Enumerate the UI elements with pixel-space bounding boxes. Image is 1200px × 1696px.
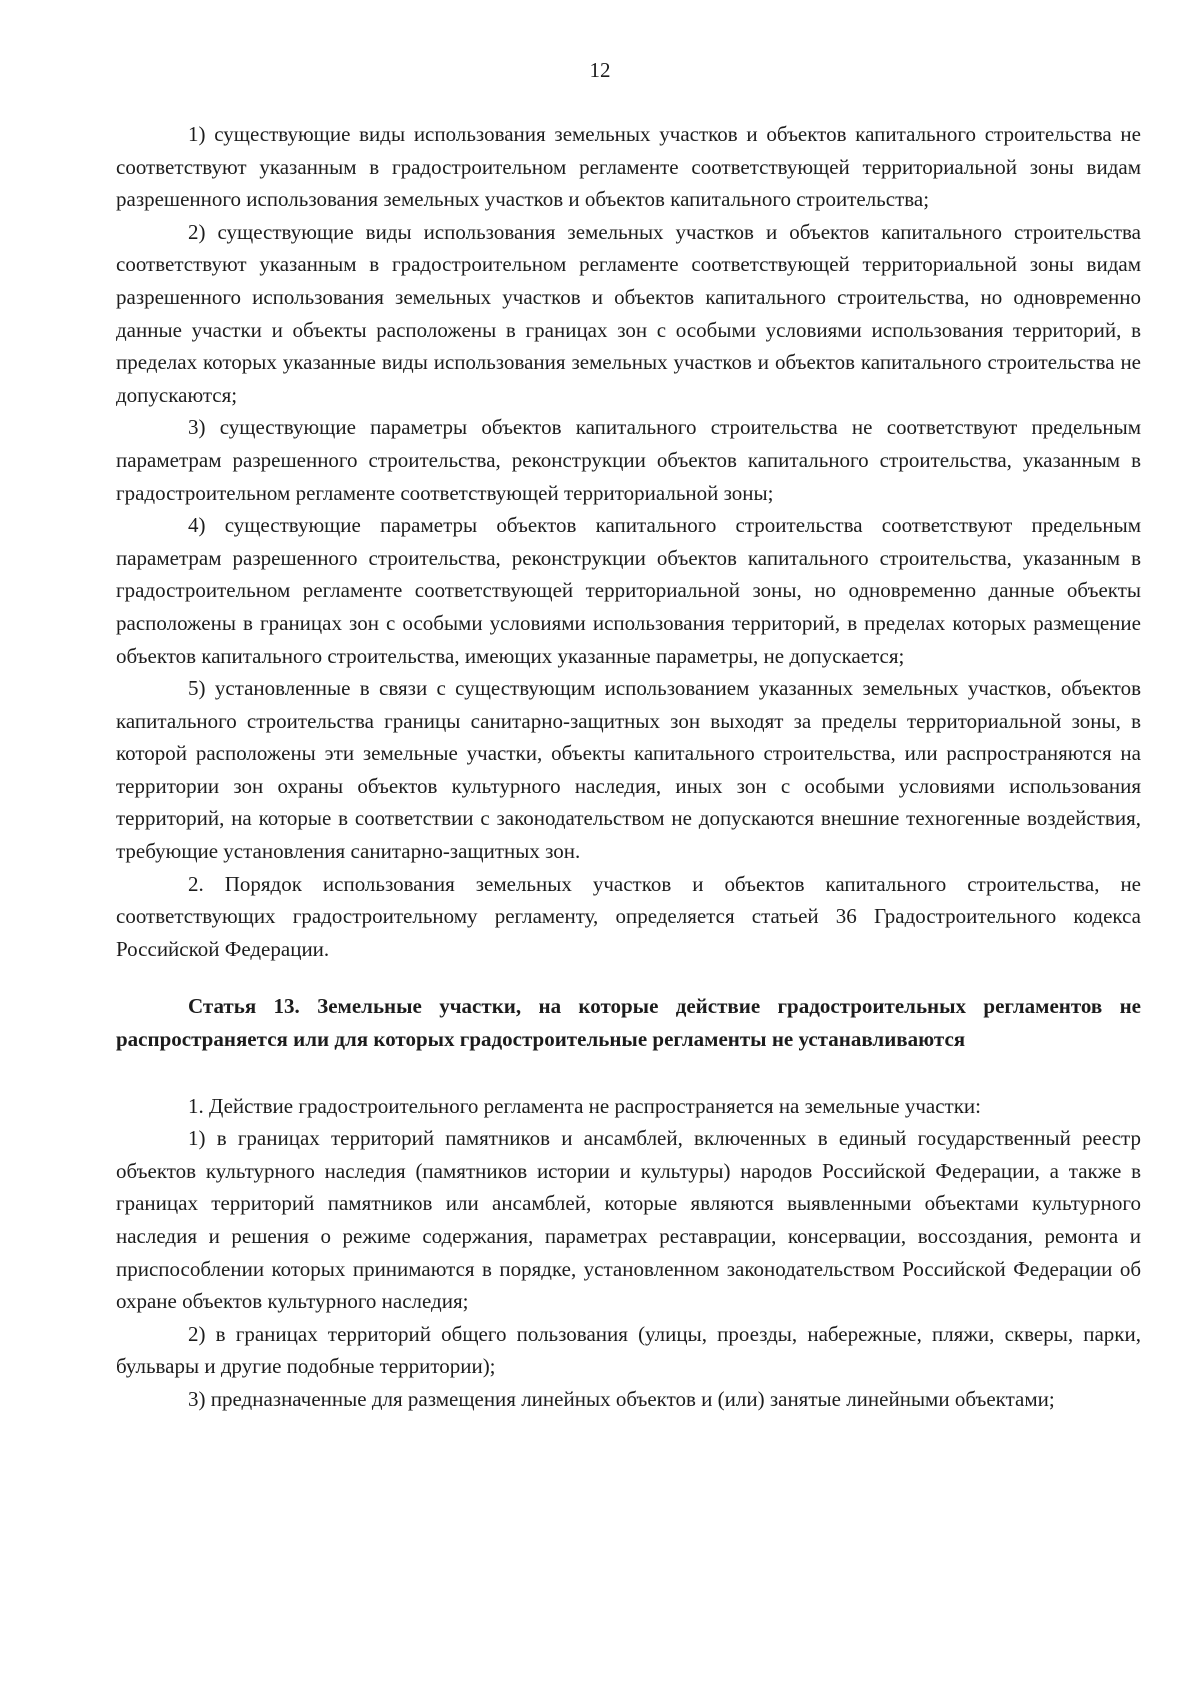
article-13-heading: Статья 13. Земельные участки, на которые действие градостроительных регламентов не распространяется или для которых градостроительные регламенты не устанавливаются <box>116 994 1141 1052</box>
document-body <box>116 118 1141 1416</box>
paragraph-item-5: 5) установленные в связи с существующим использованием указанных земельных участков, объектов капитального строительства границы санитарно-защитных зон выходят за пределы территориальной зоны, в которой расположены эти земельные участки, объекты капитального строительства, или распространяются на территории зон охраны объектов культурного наследия, иных зон с особыми условиями использования территорий, на которые в соответствии с законодательством не допускаются внешние техногенные воздействия, требующие установления санитарно-защитных зон. <box>116 676 1141 864</box>
paragraph-subitem-3: 3) предназначенные для размещения линейных объектов и (или) занятые линейными объектами; <box>188 1386 1055 1411</box>
paragraph-point-2: 2. Порядок использования земельных участков и объектов капитального строительства, не соответствующих градостроительному регламенту, определяется статьей 36 Градостроительного кодекса Российской Федерации. <box>116 871 1141 961</box>
paragraph-item-4: 4) существующие параметры объектов капитального строительства соответствуют предельным параметрам разрешенного строительства, реконструкции объектов капитального строительства, указанным в градостроительном регламенте соответствующей территориальной зоны, но одновременно данные объекты расположены в границах зон с особыми условиями использования территорий, в пределах которых размещение объектов капитального строительства, имеющих указанные параметры, не допускается; <box>116 513 1141 668</box>
paragraph-subitem-2: 2) в границах территорий общего пользования (улицы, проезды, набережные, пляжи, скверы, парки, бульвары и другие подобные территории); <box>116 1321 1141 1379</box>
paragraph-item-2: 2) существующие виды использования земельных участков и объектов капитального строительства соответствуют указанным в градостроительном регламенте соответствующей территориальной зоны видам разрешенного использования земельных участков и объектов капитального строительства, но одновременно данные участки и объекты расположены в границах зон с особыми условиями использования территорий, в пределах которых указанные виды использования земельных участков и объектов капитального строительства не допускаются; <box>116 219 1141 407</box>
paragraph-point-1: 1. Действие градостроительного регламента не распространяется на земельные участки: <box>188 1093 981 1118</box>
paragraph-subitem-1: 1) в границах территорий памятников и ансамблей, включенных в единый государственный реестр объектов культурного наследия (памятников истории и культуры) народов Российской Федерации, а также в границах территорий памятников или ансамблей, которые являются выявленными объектами культурного наследия и решения о режиме содержания, параметрах реставрации, консервации, воссоздания, ремонта и приспособлении которых принимаются в порядке, установленном законодательством Российской Федерации об охране объектов культурного наследия; <box>116 1126 1141 1314</box>
paragraph-item-1: 1) существующие виды использования земельных участков и объектов капитального строительства не соответствуют указанным в градостроительном регламенте соответствующей территориальной зоны видам разрешенного использования земельных участков и объектов капитального строительства; <box>116 122 1141 212</box>
paragraph-item-3: 3) существующие параметры объектов капитального строительства не соответствуют предельным параметрам разрешенного строительства, реконструкции объектов капитального строительства, указанным в градостроительном регламенте соответствующей территориальной зоны; <box>116 415 1141 505</box>
page-number: 12 <box>589 58 611 82</box>
